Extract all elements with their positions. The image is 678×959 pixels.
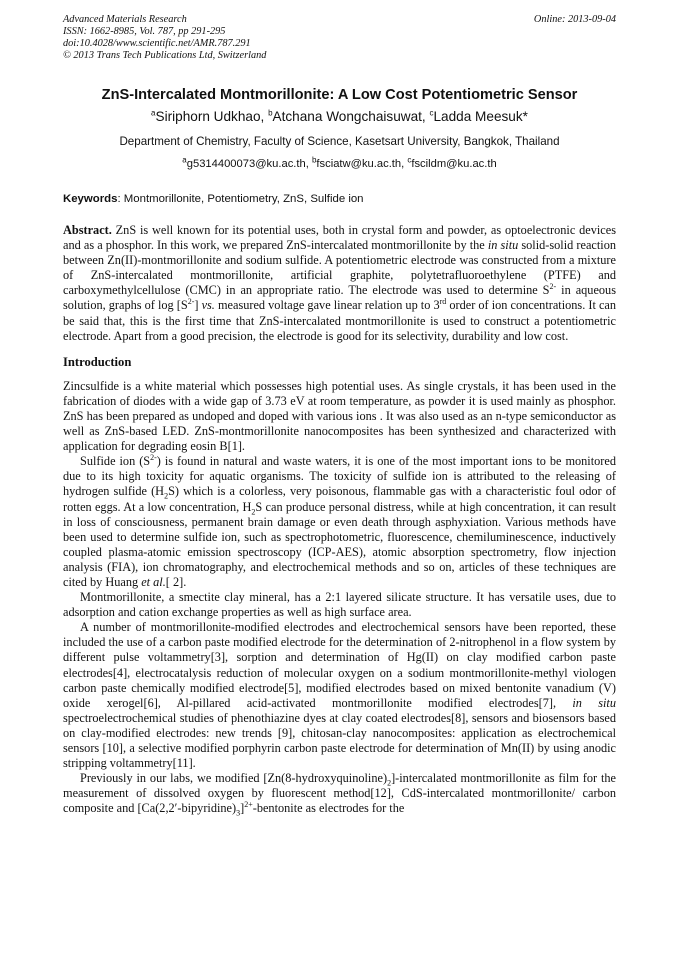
keywords-text: : Montmorillonite, Potentiometry, ZnS, Sulfide ion <box>117 193 364 205</box>
keywords <box>63 192 616 206</box>
abstract-text: measured voltage gave linear relation up to 3 <box>214 298 440 313</box>
abstract <box>63 223 616 344</box>
email-mark-b: b <box>311 155 317 165</box>
journal-header <box>63 14 616 62</box>
author-mark-b: b <box>268 108 273 118</box>
abstract-italic: vs. <box>201 298 215 313</box>
text-run: Previously in our labs, we modified [Zn(8-hydroxyquinoline) <box>80 771 388 786</box>
text-run: spectroelectrochemical studies of phenothiazine dyes at clay coated electrodes[8], sensors and biosensors based on clay-modified electrodes: new trends [9], chitosan-clay nanocomposites: application as electrochemical sensors [10], a selective modified porphyrin carbon paste electrode for determination of Mn(II) by using anodic stripping voltammetry[11]. <box>63 710 616 771</box>
paper-title: ZnS-Intercalated Montmorillonite: A Low Cost Potentiometric Sensor <box>101 87 578 103</box>
abstract-text: ZnS is well known for its potential uses, both in crystal form and powder, as optoelectronic devices and as a phosphor. In this work, we prepared ZnS-intercalated montmorillonite by the <box>63 223 616 253</box>
email-address: fsciatw@ku.ac.th, <box>316 158 408 170</box>
text-run: ) is found in natural and waste waters, it is one of the most important ions to be monitored due to its high toxicity for aquatic organisms. The toxicity of sulfide ion is attributed to the releasing of hydrogen sulfide (H <box>63 454 616 499</box>
author-name: Siriphorn Udkhao, <box>155 109 269 124</box>
subscript: 2 <box>164 491 169 501</box>
paragraph <box>63 771 616 816</box>
author-mark-c: c <box>429 108 434 118</box>
superscript: 2- <box>549 282 557 292</box>
doi-line: doi:10.4028/www.scientific.net/AMR.787.291 <box>63 38 251 49</box>
introduction-body <box>63 379 616 817</box>
email-address: fscildm@ku.ac.th <box>411 158 497 170</box>
paragraph <box>63 454 616 590</box>
text-run: ] <box>240 801 245 816</box>
text-run: Sulfide ion (S <box>80 454 151 469</box>
email-address: g5314400073@ku.ac.th, <box>186 158 312 170</box>
issn-line: ISSN: 1662-8985, Vol. 787, pp 291-295 <box>63 26 226 37</box>
copyright-line: © 2013 Trans Tech Publications Ltd, Switzerland <box>63 50 267 61</box>
author-name: Ladda Meesuk* <box>433 109 528 124</box>
affiliation: Department of Chemistry, Faculty of Science, Kasetsart University, Bangkok, Thailand <box>119 135 560 148</box>
italic-run: in situ <box>572 695 616 710</box>
superscript: 2- <box>187 297 195 307</box>
paragraph: Montmorillonite, a smectite clay mineral, has a 2:1 layered silicate structure. It has versatile uses, due to adsorption and cation exchange properties as well as high surface area. <box>63 590 616 620</box>
abstract-text: order of ion concentrations. It can be said that, this is the first time that ZnS-intercalated montmorillonite is used to construct a potentiometric electrode. Apart from a good precision, the electrode is good for its selectivity, durability and low cost. <box>63 298 617 343</box>
text-run: ]-intercalated montmorillonite as film for the measurement of dissolved oxygen by fluorescent method[12], CdS-intercalated montmorillonite/ carbon composite and [Ca(2,2′-bipyridine) <box>63 771 616 816</box>
superscript: 2+ <box>244 800 253 810</box>
subscript: 2 <box>387 778 392 788</box>
text-run: S) which is a colorless, very poisonous, flammable gas with a characteristic foul odor of rotten eggs. At a low concentration, H <box>63 484 616 514</box>
author-name: Atchana Wongchaisuwat, <box>272 109 430 124</box>
superscript: rd <box>439 297 447 307</box>
paragraph: Zincsulfide is a white material which possesses high potential uses. As single crystals, it has been used in the fabrication of diodes with a wide gap of 3.73 eV at room temperature, as powder it is used mainly as phosphor. ZnS has been prepared as undoped and doped with various ions . It was also used as an n-type semiconductor as well as ZnS-based LED. ZnS-montmorillonite nanocomposites has been synthesized and characterized with application for degrading eosin B[1]. <box>63 378 616 454</box>
abstract-label: Abstract. <box>63 223 112 237</box>
text-run: -bentonite as electrodes for the <box>252 801 405 816</box>
paragraph <box>63 620 616 771</box>
email-mark-c: c <box>407 155 412 165</box>
email-list <box>63 157 616 171</box>
abstract-italic: in situ <box>487 238 519 253</box>
subscript: 3 <box>236 808 241 818</box>
superscript: 2- <box>150 453 157 463</box>
italic-run: et al. <box>141 574 166 589</box>
abstract-text: solid-solid reaction between Zn(II)-montmorillonite and sodium sulfide. A potentiometric electrode was constructed from a mixture of ZnS-intercalated montmorillonite, artificial graphite, polytetrafluoroethylene (PTFE) and carboxymethylcellulose (CMC) in an appropriate ratio. The electrode was used to determine S <box>63 238 616 298</box>
author-mark-a: a <box>151 108 156 118</box>
online-date: Online: 2013-09-04 <box>533 14 616 25</box>
text-run: [ 2]. <box>165 574 187 589</box>
abstract-text: ] <box>194 298 202 313</box>
email-mark-a: a <box>182 155 187 165</box>
text-run: S can produce personal distress, while at high concentration, it can result in loss of consciousness, permanent brain damage or even death through asphyxiation. Various methods have been used to determine sulfide ion, such as spectrophotometric, fluorescence, chemiluminescence, inductively coupled plasma-atomic emission spectroscopy (ICP-AES), atomic absorption spectrometry, flow injection analysis (FIA), ion chromatography, and electrochemical methods and so on, articles of these techniques are cited by Huang <box>63 499 616 589</box>
abstract-text: in aqueous solution, graphs of log [S <box>63 283 616 313</box>
journal-name: Advanced Materials Research <box>63 14 187 25</box>
keywords-label: Keywords <box>63 193 118 205</box>
author-list <box>63 107 616 127</box>
text-run: A number of montmorillonite-modified electrodes and electrochemical sensors have been reported, these included the use of a carbon paste modified electrode for the determination of 2-nitrophenol in a flow system by different pulse voltammetry[3], sorption and determination of Hg(II) on clay modified carbon paste electrodes[4], electrocatalysis reduction of molecular oxygen on a sodium montmorillonite-methyl viologen carbon paste chemically modified electrode[5], modified electrodes based on mixed bentonite vanadium (V) oxide xerogel[6], Al-pillared acid-activated montmorillonite modified electrodes[7], <box>63 620 616 710</box>
section-heading-introduction: Introduction <box>63 354 132 369</box>
subscript: 2 <box>251 506 256 516</box>
